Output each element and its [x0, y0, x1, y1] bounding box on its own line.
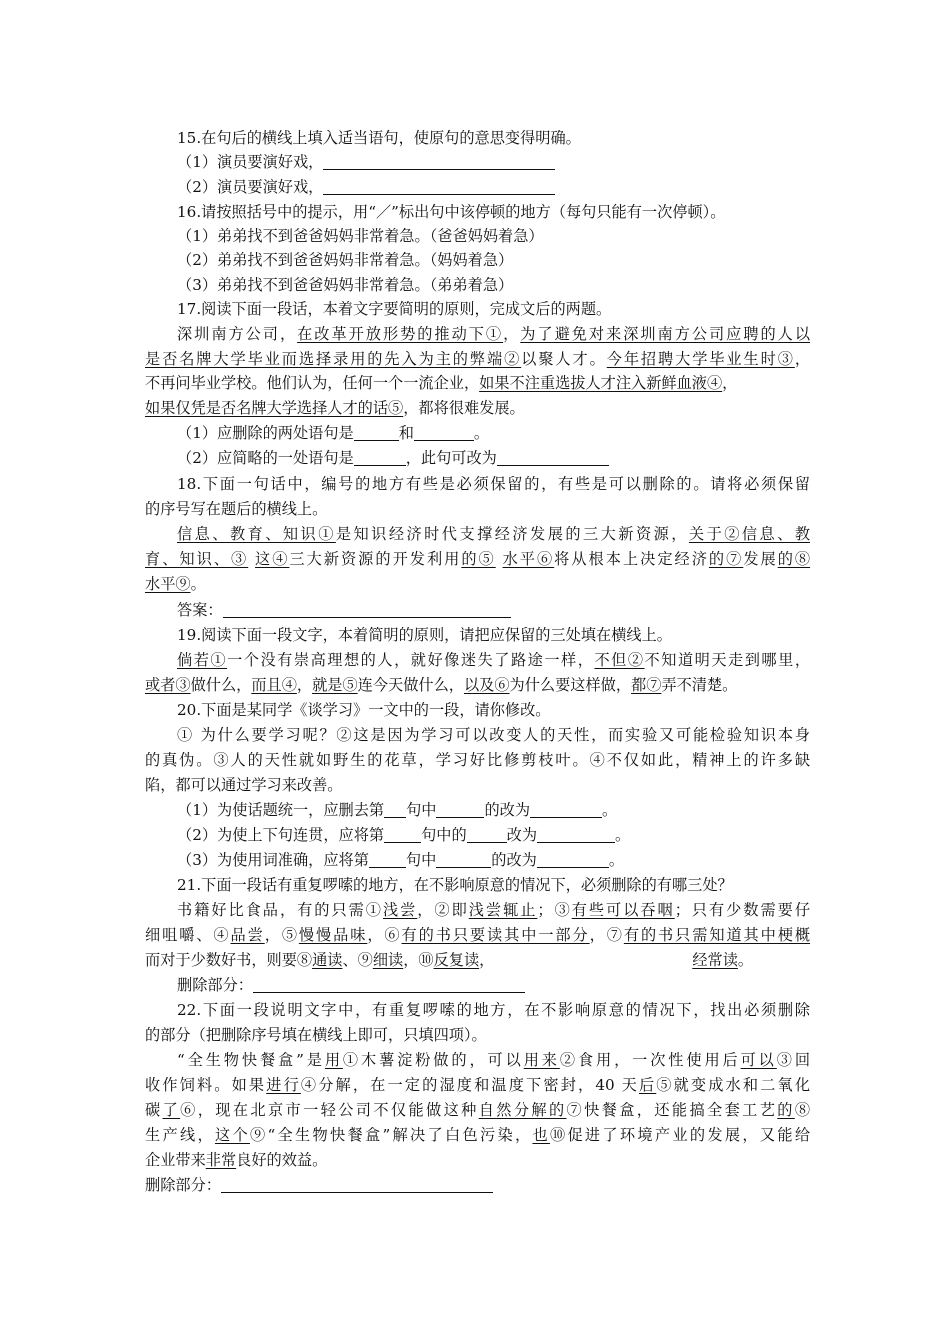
q17-sub-2: （2）应简略的一处语句是 ，此句可改为 — [177, 446, 810, 470]
q15-line-2: （2）演员要演好戏， — [177, 175, 810, 199]
q18-sentence-line-1: 信息、教育、知识①是知识经济时代支撑经济发展的三大新资源，关于②信息、教 — [177, 525, 811, 543]
q17-passage-line-3: 不再问毕业学校。他们认为，任何一个一流企业，如果不注重选拔人才注入新鲜血液④， — [145, 374, 738, 392]
q21-passage-line-2: 细咀嚼、④品尝，⑤慢慢品味，⑥有的书只要读其中一部分，⑦有的书只需知道其中梗概 — [145, 926, 811, 944]
q19-title: 19.阅读下面一段文字，本着简明的原则，请把应保留的三处填在横线上。 — [177, 626, 672, 644]
answer-blank[interactable] — [253, 976, 525, 993]
q20-passage-line-1: ① 为什么要学习呢？②这是因为学习可以改变人的天性，而实验又可能检验知识本身 — [177, 726, 810, 744]
q18-answer: 答案： — [177, 598, 810, 622]
answer-blank[interactable] — [354, 449, 406, 466]
q20-title: 20.下面是某同学《谈学习》一文中的一段，请你修改。 — [177, 701, 551, 719]
q21-title: 21.下面一段话有重复啰嗦的地方，在不影响原意的情况下，必须删除的有哪三处？ — [177, 876, 733, 894]
q15-line-1: （1）演员要演好戏， — [177, 150, 810, 174]
q18-title-line-2: 的序号写在题后的横线上。 — [145, 500, 328, 518]
q21-delete-answer: 删除部分： — [177, 973, 810, 997]
q22-title-line-2: 的部分（把删除序号填在横线上即可，只填四项）。 — [145, 1026, 487, 1044]
q17-passage-line-2: 是否名牌大学毕业而选择录用的先入为主的弊端②以聚人才。今年招聘大学毕业生时③， — [145, 350, 811, 368]
q15-title: 15.在句后的横线上填入适当语句，使原句的意思变得明确。 — [177, 129, 581, 147]
q17-title: 17.阅读下面一段话，本着文字要简明的原则，完成文后的两题。 — [177, 300, 612, 318]
answer-blank[interactable] — [467, 826, 507, 843]
q18-title-line-1: 18.下面一句话中，编号的地方有些是必须保留的，有些是可以删除的。请将必须保留 — [177, 475, 810, 493]
q16-line-3: （3）弟弟找不到爸爸妈妈非常着急。（弟弟着急） — [177, 276, 514, 294]
q22-title-line-1: 22.下面一段说明文字中，有重复啰嗦的地方，在不影响原意的情况下，找出必须删除 — [177, 1001, 810, 1019]
q22-passage-line-2: 收作饲料。如果进行④分解，在一定的湿度和温度下密封，40 天后⑤就变成水和二氧化 — [145, 1076, 811, 1094]
answer-blank[interactable] — [223, 601, 511, 618]
q20-passage-line-3: 陷，都可以通过学习来改善。 — [145, 776, 343, 794]
q20-sub-3: （3）为使用词准确，应将第 句中 的改为 。 — [177, 851, 625, 869]
q20-passage-line-2: 的真伪。③人的天性就如野生的花草，学习好比修剪枝叶。④不仅如此，精神上的许多缺 — [145, 751, 810, 769]
q20-sub-1: （1）为使话题统一，应删去第 句中 的改为 。 — [177, 801, 618, 819]
answer-blank[interactable] — [530, 801, 602, 818]
answer-blank[interactable] — [354, 424, 399, 441]
q17-sub-1: （1）应删除的两处语句是 和 。 — [177, 424, 490, 442]
q22-passage-line-5: 企业带来非常良好的效益。 — [145, 1151, 328, 1169]
q19-passage-line-2: 或者③做什么，而且④，就是⑤连今天做什么，以及⑥为什么要这样做，都⑦弄不清楚。 — [145, 676, 738, 694]
q22-passage-line-3: 碳了⑥，现在北京市一轻公司不仅能做这种自然分解的⑦快餐盒，还能搞全套工艺的⑧ — [145, 1101, 810, 1119]
answer-blank[interactable] — [369, 851, 406, 868]
answer-blank[interactable] — [537, 826, 615, 843]
answer-blank[interactable] — [414, 424, 474, 441]
answer-blank[interactable] — [436, 851, 491, 868]
q22-passage-line-1: “全生物快餐盒”是用①木薯淀粉做的，可以用来②食用，一次性使用后可以③回 — [177, 1051, 811, 1069]
q20-sub-2: （2）为使上下句连贯，应将第 句中的 改为 。 — [177, 826, 631, 844]
answer-blank[interactable] — [384, 826, 421, 843]
answer-blank[interactable] — [323, 178, 555, 195]
q16-line-1: （1）弟弟找不到爸爸妈妈非常着急。（爸爸妈妈着急） — [177, 227, 544, 245]
q21-passage-line-3: 而对于少数好书，则要⑧通读、⑨细读，⑩反复读， 经常读。 — [145, 951, 754, 969]
answer-blank[interactable] — [323, 153, 555, 170]
answer-blank[interactable] — [384, 801, 406, 818]
answer-blank[interactable] — [221, 1176, 493, 1193]
q18-sentence-line-3: 水平⑨。 — [145, 575, 206, 593]
q19-passage-line-1: 倘若①一个没有崇高理想的人，就好像迷失了路途一样，不但②不知道明天走到哪里， — [177, 651, 811, 669]
q17-passage-line-1: 深圳南方公司，在改革开放形势的推动下①，为了避免对来深圳南方公司应聘的人以 — [177, 325, 811, 343]
answer-blank[interactable] — [537, 851, 609, 868]
answer-blank[interactable] — [497, 449, 609, 466]
q16-title: 16.请按照括号中的提示，用“／”标出句中该停顿的地方（每句只能有一次停顿）。 — [177, 203, 726, 221]
q18-sentence-line-2: 育、知识、③ 这④三大新资源的开发利用的⑤ 水平⑥将从根本上决定经济的⑦发展的⑧ — [145, 550, 811, 568]
q16-line-2: （2）弟弟找不到爸爸妈妈非常着急。（妈妈着急） — [177, 251, 514, 269]
q22-passage-line-4: 生产线，这个⑨“全生物快餐盒”解决了白色污染，也⑩促进了环境产业的发展，又能给 — [145, 1126, 811, 1144]
q21-passage-line-1: 书籍好比食品，有的只需①浅尝，②即浅尝辄止；③有些可以吞咽；只有少数需要仔 — [177, 901, 811, 919]
answer-blank[interactable] — [436, 801, 484, 818]
q22-delete-answer: 删除部分： — [145, 1173, 810, 1197]
q17-passage-line-4: 如果仅凭是否名牌大学选择人才的话⑤，都将很难发展。 — [145, 399, 525, 417]
